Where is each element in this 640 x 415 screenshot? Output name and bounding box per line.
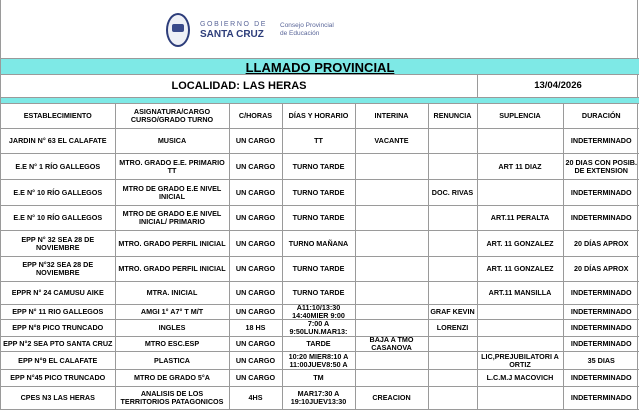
cell-text: UN CARGO — [235, 161, 276, 171]
cell-text: ART.11 MANSILLA — [488, 288, 552, 297]
cell-text — [429, 206, 477, 230]
cell-horas[interactable] — [229, 337, 282, 352]
cell-establecimiento[interactable] — [1, 337, 115, 352]
cell-text: SUPLENCIA — [499, 111, 541, 120]
table-row — [1, 282, 639, 305]
cell-renuncia[interactable] — [428, 305, 477, 320]
cell-text — [478, 337, 563, 351]
cell-horario[interactable] — [282, 206, 355, 231]
cell-text: 20 DÍAS APROX — [574, 264, 629, 273]
cell-text — [429, 257, 477, 281]
cell-horas[interactable] — [229, 320, 282, 337]
cell-establecimiento[interactable] — [1, 352, 115, 370]
cell-text — [429, 231, 477, 256]
cell-asignatura[interactable] — [115, 104, 229, 129]
cell-text: VACANTE — [374, 136, 409, 145]
cell-horario[interactable] — [282, 154, 355, 180]
cell-duracion[interactable] — [563, 154, 639, 180]
table-row — [1, 320, 639, 337]
cell-establecimiento[interactable] — [1, 104, 115, 129]
cell-asignatura[interactable] — [115, 320, 229, 337]
cell-horas[interactable] — [229, 257, 282, 282]
cell-text — [429, 352, 477, 369]
table-row — [1, 257, 639, 282]
cell-asignatura[interactable] — [115, 370, 229, 387]
cell-text: 7:00 A 9:50LUN.MAR13: — [289, 320, 348, 336]
cell-text: ART. 11 GONZALEZ — [486, 238, 554, 248]
cell-asignatura[interactable] — [115, 387, 229, 410]
cell-text — [478, 320, 563, 336]
cell-interina[interactable] — [355, 129, 428, 154]
cell-text: E.E N° 10 RÍO GALLEGOS — [13, 187, 103, 197]
cell-duracion[interactable] — [563, 305, 639, 320]
cell-text: INDETERMINADO — [570, 339, 632, 348]
cell-interina[interactable] — [355, 104, 428, 129]
cell-text: TM — [313, 373, 324, 382]
table-row — [1, 370, 639, 387]
cell-horas[interactable] — [229, 370, 282, 387]
cell-text: EPP N°8 PICO TRUNCADO — [12, 323, 104, 332]
cell-text: ESTABLECIMIENTO — [23, 111, 92, 120]
cell-text — [429, 370, 477, 386]
cell-horas[interactable] — [229, 282, 282, 305]
header-row — [1, 104, 639, 129]
cell-text — [478, 387, 563, 409]
cell-text: EPPR N° 24 CAMUSU AIKE — [11, 288, 104, 297]
cell-suplencia[interactable] — [477, 180, 563, 206]
table-row — [1, 206, 639, 231]
cell-text — [356, 231, 428, 256]
title-band — [1, 58, 639, 75]
table-row — [1, 337, 639, 352]
cell-renuncia[interactable] — [428, 154, 477, 180]
cell-text — [356, 352, 428, 369]
cell-duracion[interactable] — [563, 320, 639, 337]
cell-text — [478, 129, 563, 153]
cell-horas[interactable] — [229, 154, 282, 180]
cell-horario[interactable] — [282, 180, 355, 206]
cell-asignatura[interactable] — [115, 257, 229, 282]
cell-text: EPP N°2 SEA PTO SANTA CRUZ — [3, 339, 113, 348]
cell-text: UN CARGO — [235, 264, 276, 273]
cell-text: INDETERMINADO — [570, 393, 632, 402]
cell-horas[interactable] — [229, 206, 282, 231]
cell-text: CPES N3 LAS HERAS — [20, 393, 95, 402]
cell-text: ART. 11 GONZALEZ — [486, 264, 554, 273]
cell-renuncia[interactable] — [428, 320, 477, 337]
cell-duracion[interactable] — [563, 370, 639, 387]
cell-interina[interactable] — [355, 206, 428, 231]
cell-text — [429, 282, 477, 304]
cell-text: TURNO TARDE — [292, 161, 345, 171]
cell-establecimiento[interactable] — [1, 154, 115, 180]
cell-suplencia[interactable] — [477, 104, 563, 129]
cell-interina[interactable] — [355, 257, 428, 282]
cell-text: UN CARGO — [235, 187, 276, 197]
cell-interina[interactable] — [355, 370, 428, 387]
cell-renuncia[interactable] — [428, 352, 477, 370]
cell-renuncia[interactable] — [428, 370, 477, 387]
cell-text: TURNO TARDE — [292, 213, 345, 222]
cell-text: 10:20 MIER8:10 A 11:00JUEV8:50 A — [288, 352, 349, 369]
cell-establecimiento[interactable] — [1, 370, 115, 387]
cell-suplencia[interactable] — [477, 257, 563, 282]
cell-text: JARDIN N° 63 EL CALAFATE — [8, 136, 107, 145]
cell-text: 20 DÍAS APROX — [574, 238, 629, 248]
cell-horas[interactable] — [229, 231, 282, 257]
cell-text: EPP N°9 EL CALAFATE — [18, 355, 98, 365]
cell-text: E.E N° 1 RÍO GALLEGOS — [15, 161, 101, 171]
cell-text — [356, 370, 428, 386]
cell-text — [429, 154, 477, 179]
cell-text: EPP N° 32 SEA 28 DE NOVIEMBRE — [21, 234, 95, 252]
page-title: LLAMADO PROVINCIAL — [245, 60, 395, 75]
cell-text — [356, 206, 428, 230]
cell-horario[interactable] — [282, 352, 355, 370]
cell-text — [429, 129, 477, 153]
cell-text: UN CARGO — [235, 373, 276, 382]
cell-text — [478, 180, 563, 205]
cell-text: INDETERMINADO — [570, 323, 632, 332]
cell-text: CREACION — [372, 393, 411, 402]
cell-text: MTRO. GRADO E.E. PRIMARIO TT — [119, 157, 225, 175]
cell-suplencia[interactable] — [477, 305, 563, 320]
cell-text: MTRO DE GRADO E.E NIVEL INICIAL — [122, 183, 222, 201]
cell-renuncia[interactable] — [428, 180, 477, 206]
cell-text: RENUNCIA — [433, 111, 472, 120]
cell-text — [356, 282, 428, 304]
cell-duracion[interactable] — [563, 337, 639, 352]
cell-duracion[interactable] — [563, 180, 639, 206]
cell-interina[interactable] — [355, 320, 428, 337]
cell-text: 20 DIAS CON POSIB. DE EXTENSION — [565, 157, 637, 175]
cell-text: DÍAS Y HORARIO — [288, 111, 349, 120]
council-line1: Consejo Provincial — [280, 22, 334, 30]
cell-text: INDETERMINADO — [570, 288, 632, 297]
cell-text: E.E N° 10 RÍO GALLEGOS — [13, 213, 103, 222]
cell-interina[interactable] — [355, 154, 428, 180]
cell-text: L.C.M.J MACOVICH — [486, 373, 554, 382]
cell-text: INDETERMINADO — [570, 187, 632, 197]
cell-interina[interactable] — [355, 337, 428, 352]
cell-text: LORENZI — [436, 323, 469, 332]
locality: LOCALIDAD: LAS HERAS — [1, 75, 478, 97]
cell-horario[interactable] — [282, 370, 355, 387]
cell-text: 4HS — [248, 393, 263, 402]
cell-interina[interactable] — [355, 231, 428, 257]
cell-renuncia[interactable] — [428, 104, 477, 129]
cell-suplencia[interactable] — [477, 154, 563, 180]
cell-text: EPP N°45 PICO TRUNCADO — [10, 373, 106, 382]
cell-text — [356, 154, 428, 179]
cell-duracion[interactable] — [563, 104, 639, 129]
cell-interina[interactable] — [355, 352, 428, 370]
cell-horario[interactable] — [282, 320, 355, 337]
cell-asignatura[interactable] — [115, 154, 229, 180]
vacancies-table — [1, 104, 639, 410]
cell-text: MTRO. GRADO PERFIL INICIAL — [118, 264, 226, 273]
cell-text: GRAF KEVIN — [430, 307, 475, 316]
cell-text: UN CARGO — [235, 238, 276, 248]
cell-text: A11:10/13:30 14:40MIER 9:00 — [292, 305, 345, 319]
cell-interina[interactable] — [355, 180, 428, 206]
cell-text: BAJA A TMO CASANOVA — [369, 337, 414, 351]
cell-text: INDETERMINADO — [570, 307, 632, 316]
cell-suplencia[interactable] — [477, 320, 563, 337]
table-row — [1, 387, 639, 410]
cell-text: C/HORAS — [238, 111, 273, 120]
cell-renuncia[interactable] — [428, 257, 477, 282]
cell-suplencia[interactable] — [477, 337, 563, 352]
cell-text: AMGI 1° A7° T M/T — [140, 307, 204, 316]
table-row — [1, 352, 639, 370]
cell-horario[interactable] — [282, 337, 355, 352]
cell-duracion[interactable] — [563, 129, 639, 154]
cell-duracion[interactable] — [563, 257, 639, 282]
cell-horario[interactable] — [282, 231, 355, 257]
cell-suplencia[interactable] — [477, 231, 563, 257]
cell-text — [356, 320, 428, 336]
table-row — [1, 231, 639, 257]
cell-duracion[interactable] — [563, 206, 639, 231]
cell-text: ART.11 PERALTA — [490, 213, 550, 222]
cell-renuncia[interactable] — [428, 387, 477, 410]
province-seal-icon — [166, 13, 190, 47]
cell-duracion[interactable] — [563, 231, 639, 257]
cell-renuncia[interactable] — [428, 337, 477, 352]
cell-horas[interactable] — [229, 387, 282, 410]
cell-duracion[interactable] — [563, 387, 639, 410]
cell-text: UN CARGO — [235, 213, 276, 222]
cell-text: DURACIÓN — [581, 111, 621, 120]
government-logo — [166, 13, 334, 47]
date: 13/04/2026 — [534, 80, 582, 91]
cell-establecimiento[interactable] — [1, 282, 115, 305]
cell-establecimiento[interactable] — [1, 257, 115, 282]
cell-text: TURNO TARDE — [292, 187, 345, 197]
cell-horario[interactable] — [282, 257, 355, 282]
cell-text: MTRA. INICIAL — [146, 288, 198, 297]
cell-text: MTRO. GRADO PERFIL INICIAL — [118, 238, 226, 248]
cell-suplencia[interactable] — [477, 206, 563, 231]
cell-establecimiento[interactable] — [1, 305, 115, 320]
cell-text: TT — [314, 136, 323, 145]
cell-horas[interactable] — [229, 180, 282, 206]
cell-renuncia[interactable] — [428, 129, 477, 154]
cell-interina[interactable] — [355, 282, 428, 305]
cell-horas[interactable] — [229, 129, 282, 154]
cell-establecimiento[interactable] — [1, 206, 115, 231]
cell-text: MAR17:30 A 19:10JUEV13:30 — [290, 389, 347, 406]
cell-establecimiento[interactable] — [1, 129, 115, 154]
table-row — [1, 129, 639, 154]
table-row — [1, 180, 639, 206]
cell-text — [478, 305, 563, 319]
cell-text — [356, 257, 428, 281]
cell-text: TURNO TARDE — [292, 288, 345, 297]
cell-text — [429, 337, 477, 351]
cell-text: INTERINA — [374, 111, 409, 120]
cell-horas[interactable] — [229, 104, 282, 129]
cell-text: ASIGNATURA/CARGO CURSO/GRADO TURNO — [130, 107, 214, 124]
council-line2: de Educación — [280, 30, 320, 37]
cell-asignatura[interactable] — [115, 282, 229, 305]
cell-suplencia[interactable] — [477, 387, 563, 410]
cell-text: 35 DIAS — [587, 355, 615, 365]
cell-text: TARDE — [306, 339, 331, 348]
cell-asignatura[interactable] — [115, 305, 229, 320]
cell-text — [429, 387, 477, 409]
gov-line2: SANTA CRUZ — [200, 28, 264, 40]
cell-text: ART 11 DIAZ — [498, 161, 542, 171]
cell-text: PLASTICA — [154, 355, 190, 365]
cell-text: UN CARGO — [235, 136, 276, 145]
cell-text: EPP N° 11 RIO GALLEGOS — [12, 307, 104, 316]
cell-text: UN CARGO — [235, 307, 276, 316]
cell-text: INDETERMINADO — [570, 213, 632, 222]
cell-text: UN CARGO — [235, 288, 276, 297]
cell-text — [356, 180, 428, 205]
cell-text: INGLES — [158, 323, 186, 332]
cell-renuncia[interactable] — [428, 282, 477, 305]
cell-text: MUSICA — [157, 136, 187, 145]
cell-suplencia[interactable] — [477, 129, 563, 154]
cell-text: 18 HS — [245, 323, 266, 332]
cell-text: INDETERMINADO — [570, 136, 632, 145]
table-row — [1, 305, 639, 320]
cell-suplencia[interactable] — [477, 370, 563, 387]
cell-establecimiento[interactable] — [1, 231, 115, 257]
cell-establecimiento[interactable] — [1, 387, 115, 410]
table-row — [1, 154, 639, 180]
cell-asignatura[interactable] — [115, 352, 229, 370]
cell-text: UN CARGO — [235, 355, 276, 365]
cell-text: EPP N°32 SEA 28 DE NOVIEMBRE — [22, 260, 94, 277]
cell-asignatura[interactable] — [115, 337, 229, 352]
cell-interina[interactable] — [355, 387, 428, 410]
cell-asignatura[interactable] — [115, 129, 229, 154]
cell-text: TURNO MAÑANA — [288, 238, 349, 248]
cell-asignatura[interactable] — [115, 231, 229, 257]
cell-horas[interactable] — [229, 305, 282, 320]
cell-establecimiento[interactable] — [1, 320, 115, 337]
cell-asignatura[interactable] — [115, 206, 229, 231]
cell-horario[interactable] — [282, 129, 355, 154]
cell-text: MTRO DE GRADO E.E NIVEL INICIAL/ PRIMARIO — [122, 209, 222, 226]
cell-duracion[interactable] — [563, 352, 639, 370]
cell-renuncia[interactable] — [428, 231, 477, 257]
cell-text — [356, 305, 428, 319]
cell-duracion[interactable] — [563, 282, 639, 305]
cell-text: UN CARGO — [235, 339, 276, 348]
cell-text: MTRO ESC.ESP — [144, 339, 200, 348]
gov-line1: GOBIERNO DE — [200, 20, 267, 28]
cell-horario[interactable] — [282, 387, 355, 410]
cell-horario[interactable] — [282, 282, 355, 305]
cell-text: LIC,PREJUBILATORI A ORTIZ — [481, 352, 559, 369]
cell-renuncia[interactable] — [428, 206, 477, 231]
cell-horas[interactable] — [229, 352, 282, 370]
cell-horario[interactable] — [282, 104, 355, 129]
cell-asignatura[interactable] — [115, 180, 229, 206]
cell-text: DOC. RIVAS — [431, 187, 474, 197]
cell-interina[interactable] — [355, 305, 428, 320]
cell-suplencia[interactable] — [477, 352, 563, 370]
cell-text: INDETERMINADO — [570, 373, 632, 382]
locality-band — [1, 75, 639, 98]
cell-text: TURNO TARDE — [292, 264, 345, 273]
cell-text: ANALISIS DE LOS TERRITORIOS PATAGONICOS — [120, 389, 224, 406]
cell-establecimiento[interactable] — [1, 180, 115, 206]
cell-suplencia[interactable] — [477, 282, 563, 305]
cell-horario[interactable] — [282, 305, 355, 320]
cell-text: MTRO DE GRADO 5°A — [134, 373, 210, 382]
